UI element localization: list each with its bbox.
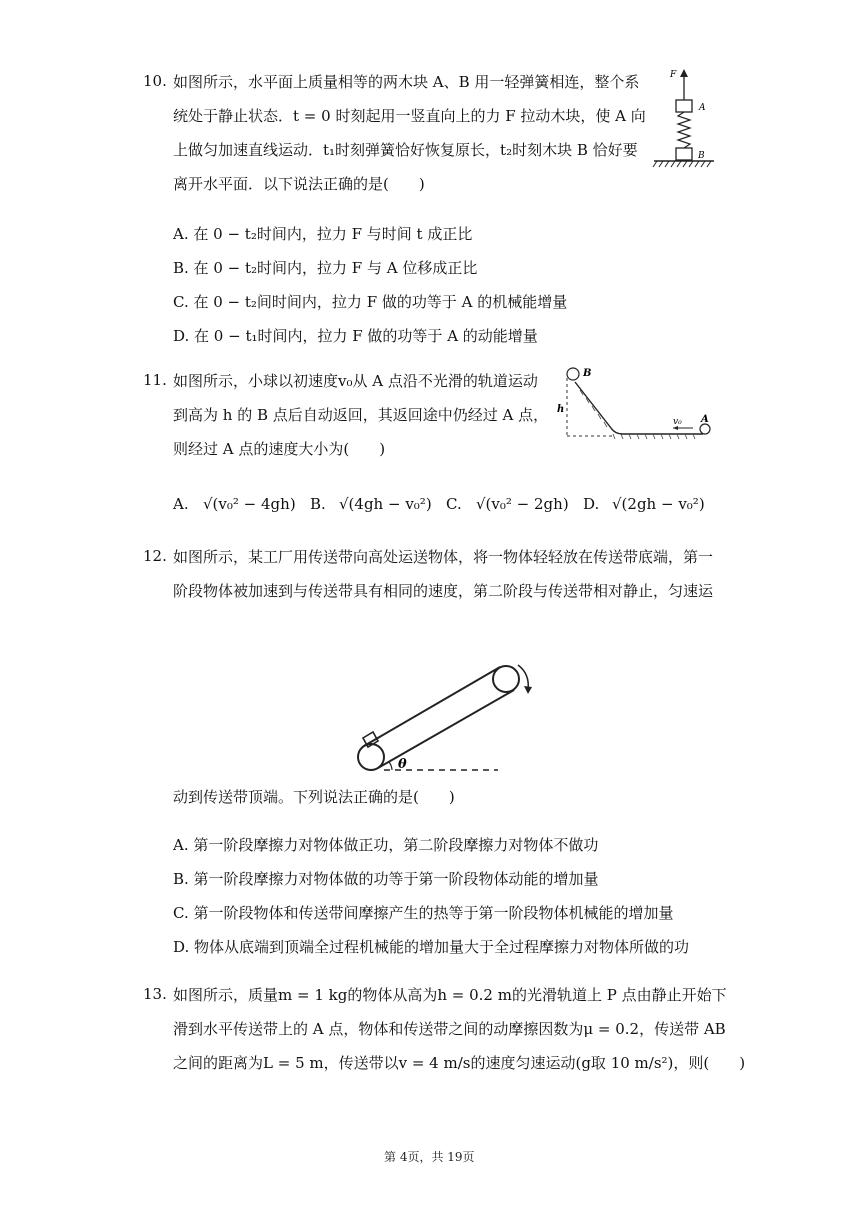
block-b-label: B bbox=[698, 151, 705, 161]
question-text-line: 如图所示，小球以初速度v₀从 A 点沿不光滑的轨道运动 bbox=[173, 372, 538, 390]
v0-label: v₀ bbox=[673, 417, 682, 427]
option-b: B. 第一阶段摩擦力对物体做的功等于第一阶段物体动能的增加量 bbox=[173, 870, 599, 888]
page-footer: 第 4页，共 19页 bbox=[384, 1150, 475, 1164]
point-b-label: B bbox=[583, 368, 592, 379]
track-figure bbox=[553, 362, 719, 442]
option-b-expr: √(4gh − v₀²) bbox=[339, 495, 432, 513]
option-c-letter: C. bbox=[446, 495, 462, 513]
question-text-line: 如图所示，质量m = 1 kg的物体从高为h = 0.2 m的光滑轨道上 P 点由静止开始下 bbox=[173, 986, 727, 1004]
height-h-label: h bbox=[557, 404, 565, 415]
option-b: B. 在 0 − t₂时间内，拉力 F 与 A 位移成正比 bbox=[173, 259, 478, 277]
option-c-expr: √(v₀² − 2gh) bbox=[476, 495, 569, 513]
question-number: 12. bbox=[143, 547, 167, 565]
theta-label: θ bbox=[398, 757, 407, 772]
question-text-line: 阶段物体被加速到与传送带具有相同的速度，第二阶段与传送带相对静止，匀速运 bbox=[173, 582, 714, 600]
question-text-line: 动到传送带顶端。下列说法正确的是( ) bbox=[173, 788, 455, 806]
option-a: A. 第一阶段摩擦力对物体做正功，第二阶段摩擦力对物体不做功 bbox=[173, 836, 599, 854]
block-a-label: A bbox=[699, 103, 706, 113]
question-number: 10. bbox=[143, 72, 167, 90]
force-label: F bbox=[670, 70, 677, 80]
option-c: C. 在 0 − t₂间时间内，拉力 F 做的功等于 A 的机械能增量 bbox=[173, 293, 568, 311]
question-text-line: 则经过 A 点的速度大小为( ) bbox=[173, 440, 386, 458]
question-number: 13. bbox=[143, 985, 167, 1003]
option-a-expr: √(v₀² − 4gh) bbox=[203, 495, 296, 513]
question-text-line: 到高为 h 的 B 点后自动返回，其返回途中仍经过 A 点， bbox=[173, 406, 549, 424]
spring-blocks-figure bbox=[648, 66, 720, 176]
option-a-letter: A. bbox=[173, 495, 189, 513]
question-text-line: 离开水平面．以下说法正确的是( ) bbox=[173, 175, 425, 193]
option-b-letter: B. bbox=[310, 495, 326, 513]
question-text-line: 如图所示，水平面上质量相等的两木块 A、B 用一轻弹簧相连，整个系 bbox=[173, 73, 640, 91]
question-text-line: 统处于静止状态．t = 0 时刻起用一竖直向上的力 F 拉动木块，使 A 向 bbox=[173, 107, 646, 125]
question-text-line: 如图所示，某工厂用传送带向高处运送物体，将一物体轻轻放在传送带底端，第一 bbox=[173, 548, 714, 566]
question-text-line: 上做匀加速直线运动．t₁时刻弹簧恰好恢复原长，t₂时刻木块 B 恰好要 bbox=[173, 141, 638, 159]
option-d: D. 物体从底端到顶端全过程机械能的增加量大于全过程摩擦力对物体所做的功 bbox=[173, 938, 690, 956]
question-text-line: 滑到水平传送带上的 A 点，物体和传送带之间的动摩擦因数为μ = 0.2，传送带 AB bbox=[173, 1020, 726, 1038]
option-d-letter: D. bbox=[583, 495, 600, 513]
option-d-expr: √(2gh − v₀²) bbox=[612, 495, 705, 513]
option-d: D. 在 0 − t₁时间内，拉力 F 做的功等于 A 的动能增量 bbox=[173, 327, 538, 345]
point-a-label: A bbox=[701, 414, 709, 425]
question-text-line: 之间的距离为L = 5 m，传送带以v = 4 m/s的速度匀速运动(g取 10 m/s²)，则( ) bbox=[173, 1054, 746, 1072]
option-c: C. 第一阶段物体和传送带间摩擦产生的热等于第一阶段物体机械能的增加量 bbox=[173, 904, 674, 922]
question-number: 11. bbox=[143, 371, 167, 389]
conveyor-belt-figure bbox=[354, 656, 540, 780]
option-a: A. 在 0 − t₂时间内，拉力 F 与时间 t 成正比 bbox=[173, 225, 473, 243]
